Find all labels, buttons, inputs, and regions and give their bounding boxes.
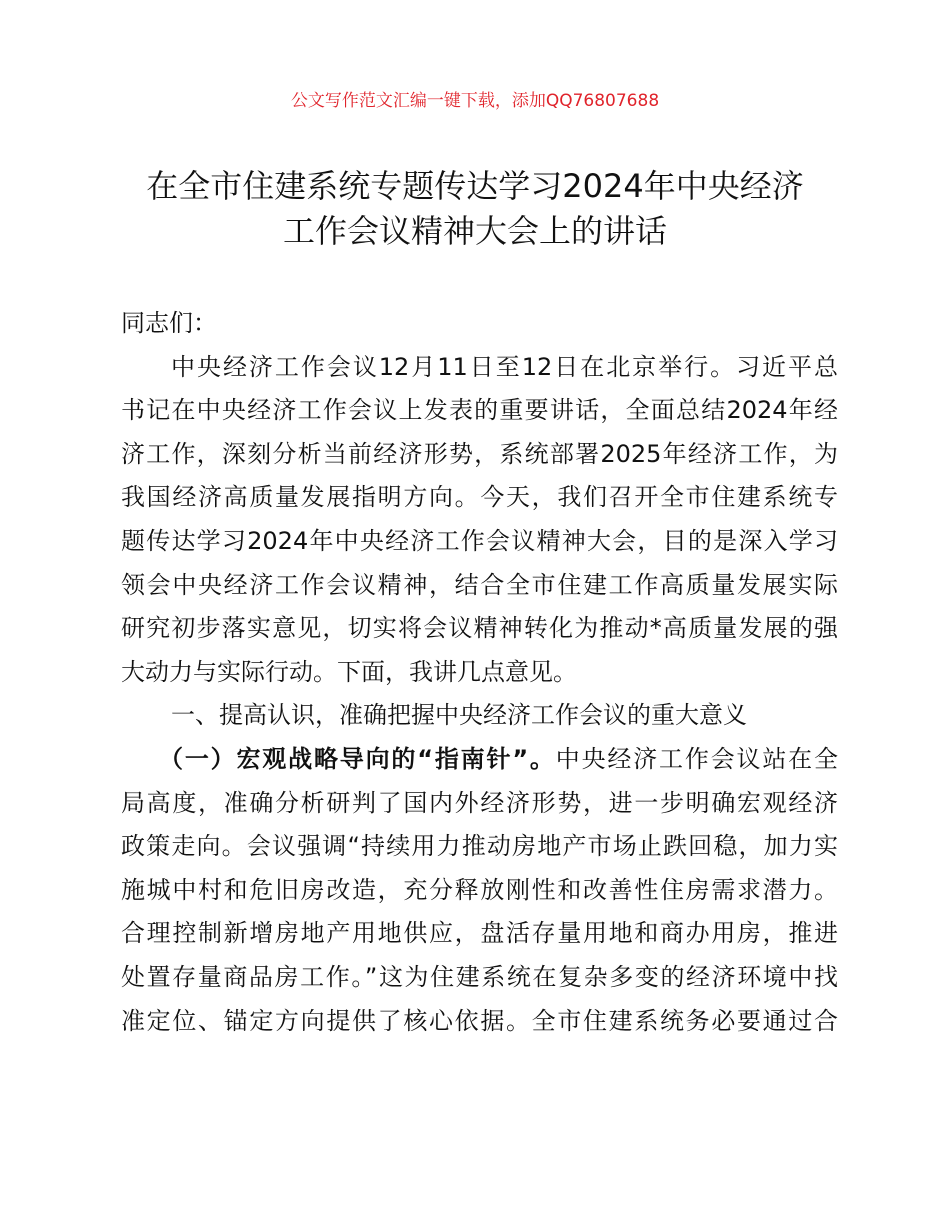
text-line: 研究初步落实意见，切实将会议精神转化为推动*高质量发展的强: [121, 614, 838, 643]
paragraph-intro: [121, 346, 838, 695]
text-line: 大动力与实际行动。下面，我讲几点意见。: [121, 657, 577, 686]
section-heading: 一、提高认识，准确把握中央经济工作会议的重大意义: [171, 701, 747, 730]
text-line: 书记在中央经济工作会议上发表的重要讲话，全面总结2024年经: [121, 396, 838, 425]
paragraph-subsection-1: [121, 738, 838, 1043]
text-line: 合理控制新增房地产用地供应，盘活存量用地和商办用房，推进: [121, 919, 838, 948]
text-line: 中央经济工作会议12月11日至12日在北京举行。习近平总: [171, 352, 838, 381]
text-line: 政策走向。会议强调“持续用力推动房地产市场止跌回稳，加力实: [121, 832, 838, 861]
subsection-first-line: [121, 738, 838, 782]
title-line-2: 工作会议精神大会上的讲话: [282, 212, 667, 250]
text-line: 施城中村和危旧房改造，充分释放刚性和改善性住房需求潜力。: [121, 875, 838, 904]
text-line: 我国经济高质量发展指明方向。今天，我们召开全市住建系统专: [121, 483, 838, 512]
text-line: 领会中央经济工作会议精神，结合全市住建工作高质量发展实际: [121, 570, 838, 599]
text-span: 中央经济工作会议站在全: [555, 744, 838, 773]
title-line-1: 在全市住建系统专题传达学习2024年中央经济: [146, 167, 804, 205]
text-line: 局高度，准确分析研判了国内外经济形势，进一步明确宏观经济: [121, 788, 838, 817]
page-title: [0, 164, 950, 254]
text-line: 题传达学习2024年中央经济工作会议精神大会，目的是深入学习: [121, 526, 838, 555]
document-body: [121, 302, 838, 1043]
text-line: 处置存量商品房工作。”这为住建系统在复杂多变的经济环境中找: [121, 962, 838, 991]
text-line: 准定位、锚定方向提供了核心依据。全市住建系统务必要通过合: [121, 1006, 838, 1035]
subsection-heading: （一）宏观战略导向的“指南针”。: [159, 744, 556, 773]
salutation: 同志们：: [121, 309, 217, 337]
text-line: 济工作，深刻分析当前经济形势，系统部署2025年经济工作，为: [121, 439, 838, 468]
download-banner: 公文写作范文汇编一键下载，添加QQ76807688: [290, 91, 660, 111]
